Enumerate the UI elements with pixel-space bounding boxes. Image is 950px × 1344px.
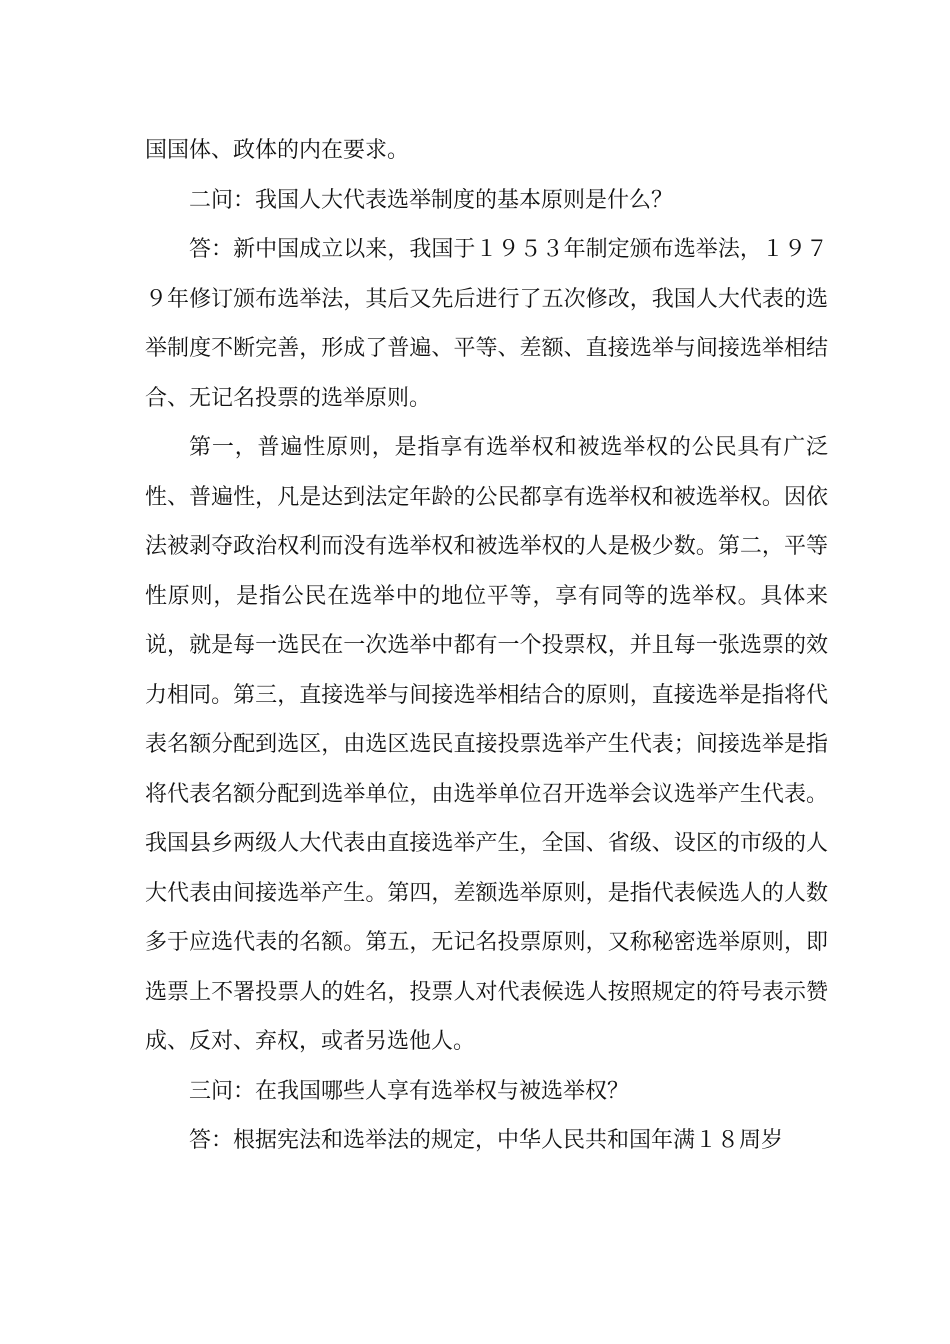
answer-two-principles: 第一，普遍性原则，是指享有选举权和被选举权的公民具有广泛性、普遍性，凡是达到法定年龄的公民都享有选举权和被选举权。因依法被剥夺政治权利而没有选举权和被选举权的人是极少数。第二，平等性原则，是指公民在选举中的地位平等，享有同等的选举权。具体来说，就是每一选民在一次选举中都有一个投票权，并且每一张选票的效力相同。第三，直接选举与间接选举相结合的原则，直接选举是指将代表名额分配到选区，由选区选民直接投票选举产生代表；间接选举是指将代表名额分配到选举单位，由选举单位召开选举会议选举产生代表。我国县乡两级人大代表由直接选举产生，全国、省级、设区的市级的人大代表由间接选举产生。第四，差额选举原则，是指代表候选人的人数多于应选代表的名额。第五，无记名投票原则，又称秘密选举原则，即选票上不署投票人的姓名，投票人对代表候选人按照规定的符号表示赞成、反对、弃权，或者另选他人。 [145, 435, 828, 1054]
paragraph-continuation: 国国体、政体的内在要求。 [145, 138, 410, 163]
question-three-heading: 三问：在我国哪些人享有选举权与被选举权？ [189, 1078, 630, 1104]
document-body [145, 126, 828, 1166]
question-two-heading: 二问：我国人大代表选举制度的基本原则是什么？ [189, 187, 674, 213]
answer-three-intro: 答：根据宪法和选举法的规定，中华人民共和国年满１８周岁 [189, 1128, 784, 1153]
answer-two-intro: 答：新中国成立以来，我国于１９５３年制定颁布选举法，１９７９年修订颁布选举法，其后又先后进行了五次修改，我国人大代表的选举制度不断完善，形成了普遍、平等、差额、直接选举与间接选举相结合、无记名投票的选举原则。 [145, 237, 828, 411]
